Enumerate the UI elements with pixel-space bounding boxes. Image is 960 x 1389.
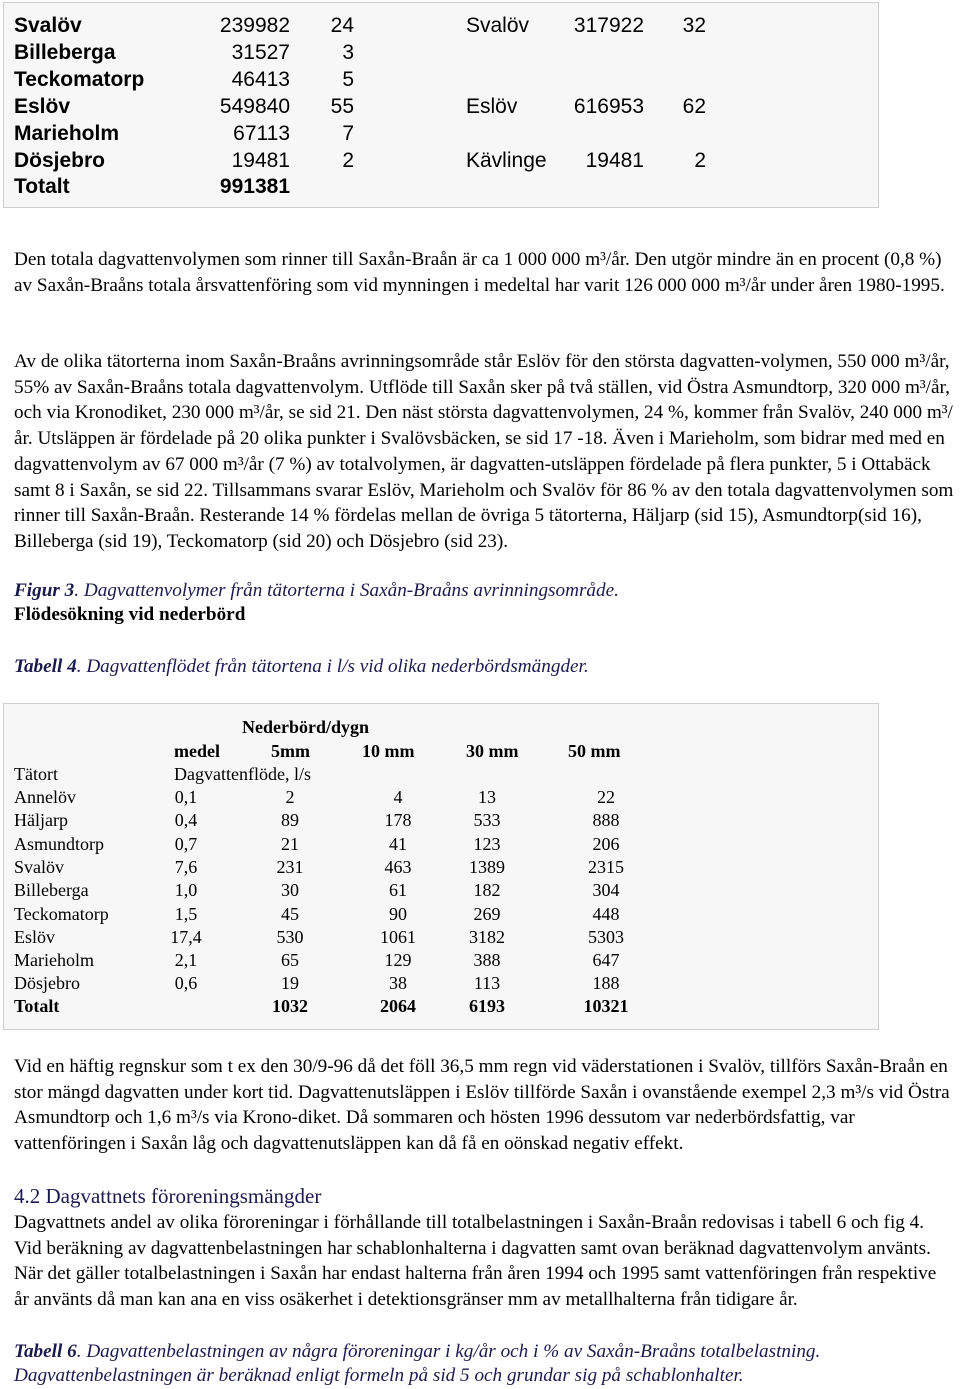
row-value: 7,6 bbox=[174, 856, 198, 877]
cell-name: Totalt bbox=[14, 175, 70, 198]
cell-name: Billeberga bbox=[14, 41, 116, 64]
row-name: Asmundtorp bbox=[14, 833, 104, 854]
row-value: 123 bbox=[473, 833, 501, 854]
volume-table-row bbox=[0, 68, 880, 95]
row-value: 463 bbox=[384, 856, 412, 877]
cell-percent: 7 bbox=[342, 122, 354, 145]
cell-value2: 19481 bbox=[585, 149, 644, 172]
row-value: 0,1 bbox=[174, 787, 198, 807]
heading-section-4-2: 4.2 Dagvattnets föroreningsmängder bbox=[14, 1184, 322, 1208]
total-value: 2064 bbox=[380, 996, 416, 1016]
volume-table-row bbox=[0, 95, 880, 122]
column-header: 30 mm bbox=[466, 741, 519, 761]
row-value: 22 bbox=[597, 787, 615, 807]
row-value: 2 bbox=[285, 787, 295, 807]
row-value: 388 bbox=[473, 950, 501, 971]
row-value: 61 bbox=[389, 880, 407, 901]
cell-name: Svalöv bbox=[14, 14, 82, 37]
row-value: 1389 bbox=[469, 856, 505, 877]
row-value: 188 bbox=[592, 973, 620, 994]
paragraph-heavy-rain: Vid en häftig regnskur som t ex den 30/9-96 då det föll 36,5 mm regn vid väderstationen i Svalöv, tillförs Saxån-Braån en stor mängd dagvatten under kort tid. Dagvattenutsläppen i Eslöv tillförde Saxån i ovanstående exempel 2,3 m³/s vid Östra Asmundtorp och 1,6 m³/s via Krono-diket. Då sommaren och hösten 1996 dessutom var nederbördsfattig, var vattenföringen i Saxån låg och dagvattenutsläppen kan då få en oönskad negativ effekt. bbox=[14, 1056, 950, 1155]
cell-percent: 55 bbox=[330, 95, 354, 118]
row-value: 38 bbox=[389, 973, 407, 994]
table-4-text: . Dagvattenflödet från tätortena i l/s vid olika nederbördsmängder. bbox=[76, 656, 589, 677]
total-value: 1032 bbox=[272, 996, 308, 1016]
row-value: 206 bbox=[592, 833, 620, 854]
cell-percent2: 62 bbox=[682, 95, 706, 118]
row-value: 530 bbox=[276, 926, 304, 947]
total-row-name: Totalt bbox=[14, 996, 60, 1016]
table-6-note bbox=[14, 1363, 744, 1388]
row-value: 5303 bbox=[588, 926, 624, 947]
figure-3-text: . Dagvattenvolymer från tätorterna i Saxån-Braåns avrinningsområde. bbox=[74, 580, 619, 601]
row-value: 2315 bbox=[588, 856, 624, 877]
row-value: 3182 bbox=[469, 926, 505, 947]
figure-3-label: Figur 3 bbox=[14, 580, 75, 601]
cell-name2: Kävlinge bbox=[466, 149, 547, 172]
row-value: 21 bbox=[281, 833, 299, 854]
cell-name: Teckomatorp bbox=[14, 68, 145, 91]
table-6-note-text: Dagvattenbelastningen är beräknad enligt formeln på sid 5 och grundar sig på schablonhalter. bbox=[14, 1365, 744, 1386]
row-value: 129 bbox=[384, 950, 412, 971]
row-value: 0,4 bbox=[174, 810, 198, 831]
cell-value: 549840 bbox=[219, 95, 290, 118]
cell-percent: 24 bbox=[330, 14, 354, 37]
column-header: 10 mm bbox=[362, 741, 415, 761]
row-value: 1,5 bbox=[174, 903, 198, 924]
row-value: 13 bbox=[478, 787, 496, 807]
row-value: 448 bbox=[592, 903, 620, 924]
volume-table-row bbox=[0, 149, 880, 176]
volume-table-row bbox=[0, 14, 880, 41]
figure-3-caption bbox=[14, 578, 619, 603]
cell-value: 31527 bbox=[231, 41, 290, 64]
row-value: 231 bbox=[276, 856, 304, 877]
row-name: Marieholm bbox=[14, 950, 94, 971]
cell-percent: 2 bbox=[342, 149, 354, 172]
cell-percent2: 32 bbox=[682, 14, 706, 37]
table-4-caption bbox=[14, 654, 589, 679]
table-6-caption bbox=[14, 1339, 820, 1364]
cell-percent: 3 bbox=[342, 41, 354, 64]
row-name: Svalöv bbox=[14, 856, 65, 877]
row-name: Eslöv bbox=[14, 926, 56, 947]
row-value: 304 bbox=[592, 880, 620, 901]
flow-table-box bbox=[3, 703, 879, 1030]
table-6-text: . Dagvattenbelastningen av några föroreningar i kg/år och i % av Saxån-Braåns totalbelastning. bbox=[76, 1341, 821, 1362]
row-value: 30 bbox=[281, 880, 299, 901]
row-value: 17,4 bbox=[170, 926, 202, 947]
row-value: 0,7 bbox=[174, 833, 198, 854]
row-value: 533 bbox=[473, 810, 501, 831]
row-value: 4 bbox=[393, 787, 403, 807]
row-value: 888 bbox=[592, 810, 620, 831]
cell-name: Eslöv bbox=[14, 95, 71, 118]
cell-name: Dösjebro bbox=[14, 149, 106, 172]
cell-value: 239982 bbox=[219, 14, 290, 37]
row-name: Billeberga bbox=[14, 880, 89, 901]
cell-value: 991381 bbox=[219, 175, 290, 198]
row-value: 269 bbox=[473, 903, 501, 924]
row-value: 113 bbox=[473, 973, 501, 994]
row-header-tatort: Tätort bbox=[14, 764, 58, 784]
column-header: medel bbox=[174, 741, 220, 761]
cell-value2: 317922 bbox=[573, 14, 644, 37]
total-value: 6193 bbox=[469, 996, 505, 1016]
row-value: 65 bbox=[281, 950, 299, 971]
column-header: 50 mm bbox=[568, 741, 621, 761]
column-header: 5mm bbox=[271, 741, 310, 761]
row-value: 45 bbox=[281, 903, 299, 924]
row-name: Häljarp bbox=[14, 810, 68, 831]
paragraph-total-volume: Den totala dagvattenvolymen som rinner till Saxån-Braån är ca 1 000 000 m³/år. Den utgör mindre än en procent (0,8 %) av Saxån-Braåns totala årsvattenföring som vid mynningen i medeltal har varit 126 000 000 m³/år under åren 1980-1995. bbox=[14, 249, 945, 296]
row-value: 90 bbox=[389, 903, 407, 924]
row-name: Dösjebro bbox=[14, 973, 80, 994]
paragraph-pollutants: Dagvattnets andel av olika föroreningar i förhållande till totalbelastningen i Saxån-Braån redovisas i tabell 6 och fig 4. Vid beräkning av dagvattenbelastningen har schablonhalterna i dagvatten samt ovan beräknad dagvattenvolym använts. När det gäller totalbelastningen i Saxån har endast halterna från åren 1994 och 1995 samt vattenföringen från respektive år använts då man kan ana en viss osäkerhet i detektionsgränser mm av metallhalterna från tidigare år. bbox=[14, 1212, 937, 1311]
cell-value: 67113 bbox=[233, 122, 290, 145]
row-value: 182 bbox=[473, 880, 501, 901]
cell-name2: Eslöv bbox=[466, 95, 518, 118]
table-6-label: Tabell 6 bbox=[14, 1341, 77, 1362]
total-value: 10321 bbox=[583, 996, 629, 1016]
row-value: 0,6 bbox=[174, 973, 198, 994]
row-value: 1,0 bbox=[174, 880, 198, 901]
volume-table-row bbox=[0, 41, 880, 68]
volume-table-row bbox=[0, 122, 880, 149]
paragraph-town-volumes: Av de olika tätorterna inom Saxån-Braåns avrinningsområde står Eslöv för den största dagvatten-volymen, 550 000 m³/år, 55% av Saxån-Braåns totala dagvattenvolym. Utflöde till Saxån sker på två ställen, vid Östra Asmundtorp, 320 000 m³/år, och via Kronodiket, 230 000 m³/år, se sid 21. Den näst största dagvattenvolymen, 24 %, kommer från Svalöv, 240 000 m³/år. Utsläppen är fördelade på 20 olika punkter i Svalövsbäcken, se sid 17 -18. Även i Marieholm, som bidrar med med en dagvattenvolym av 67 000 m³/år (7 %) av totalvolymen, är dagvatten-utsläppen fördelade på flera punkter, 5 i Ottabäck samt 8 i Saxån, se sid 22. Tillsammans svarar Eslöv, Marieholm och Svalöv för 86 % av den totala dagvattenvolymen som rinner till Saxån-Braån. Resterande 14 % fördelas mellan de övriga 5 tätorterna, Häljarp (sid 15), Asmundtorp(sid 16), Billeberga (sid 19), Teckomatorp (sid 20) och Dösjebro (sid 23). bbox=[14, 351, 954, 552]
cell-value2: 616953 bbox=[573, 95, 644, 118]
row-value: 89 bbox=[281, 810, 299, 831]
table-4-label: Tabell 4 bbox=[14, 656, 77, 677]
cell-value: 46413 bbox=[231, 68, 290, 91]
cell-value: 19481 bbox=[231, 149, 290, 172]
row-value: 2,1 bbox=[174, 950, 198, 971]
flow-table-title: Nederbörd/dygn bbox=[242, 717, 370, 737]
row-value: 41 bbox=[389, 833, 407, 854]
row-name: Annelöv bbox=[14, 787, 76, 807]
volume-table-row bbox=[0, 175, 880, 202]
row-value: 1061 bbox=[380, 926, 416, 947]
row-name: Teckomatorp bbox=[14, 903, 109, 924]
row-value: 647 bbox=[592, 950, 620, 971]
cell-name: Marieholm bbox=[14, 122, 120, 145]
cell-name2: Svalöv bbox=[466, 14, 530, 37]
row-value: 178 bbox=[384, 810, 412, 831]
cell-percent2: 2 bbox=[694, 149, 706, 172]
unit-label: Dagvattenflöde, l/s bbox=[174, 764, 311, 784]
heading-flodesokning: Flödesökning vid nederbörd bbox=[14, 604, 246, 625]
cell-percent: 5 bbox=[342, 68, 354, 91]
row-value: 19 bbox=[281, 973, 299, 994]
